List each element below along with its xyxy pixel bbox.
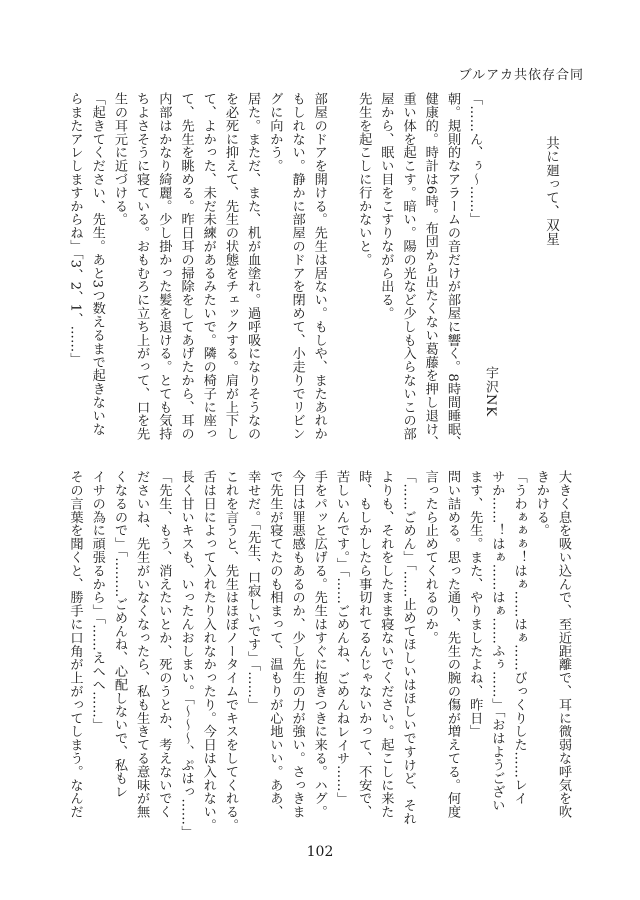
text-line: イサの為に頑張るから」「……えへへ……」 xyxy=(89,470,105,732)
upper-text-block xyxy=(67,92,574,449)
text-line: 舌は日によって入れたり入れなかったり。今日は入れない。 xyxy=(200,470,216,832)
text-line: 生の耳元に近づける。 xyxy=(111,92,127,226)
text-line: きかける。 xyxy=(533,470,549,537)
text-line: 内部はかなり綺麗。少し掛かった髪を退ける。とても気持 xyxy=(156,92,172,441)
text-line xyxy=(485,92,507,440)
text-line xyxy=(507,92,529,440)
text-line: 幸せだ。「先生、口寂しいです」「……」 xyxy=(245,470,261,712)
text-line xyxy=(330,92,352,440)
text-line: て、よかった、未だ未練があるみたいで。隣の椅子に座っ xyxy=(200,92,216,441)
text-line: グに向かう。 xyxy=(267,92,283,173)
text-line: 苦しいんです。」「……ごめんね、ごめんねレイサ……」 xyxy=(333,470,349,806)
text-line: 問い詰める。思った通り、先生の腕の傷が増えてる。何度 xyxy=(444,470,460,819)
text-line: よりも、それをしたまま寝ないでください。起こしに来た xyxy=(378,470,394,819)
text-line: 言ったら止めてくれるのか。 xyxy=(422,470,438,645)
text-line: 健康的。時計は6時。布団から出たくない葛藤を押し退け、 xyxy=(422,92,438,449)
text-line: その言葉を聞くと、勝手に口角が上がってしまう。なんだ xyxy=(67,470,83,819)
text-line: ます、先生。また、やりましたよね、昨日」 xyxy=(467,470,483,738)
text-line: で先生が寝てたのも相まって、温もりが心地いい。ああ、 xyxy=(267,470,283,819)
text-line: もしれない。静かに部屋のドアを閉めて、小走りでリビン xyxy=(289,92,305,441)
text-line: ちよさそうに寝ている。おもむろに立ち上がって、口を先 xyxy=(134,92,150,441)
text-line: 時、もしかしたら事切れてるんじゃないかって、不安で、 xyxy=(356,470,372,819)
text-line: 「先生、もう、消えたいとか、死のうとか、考えないでく xyxy=(156,470,172,819)
text-line: 手をパッと広げる。先生はすぐに抱きつきに来る。ハグ。 xyxy=(311,470,327,819)
text-line: 長く甘いキスも、いったんおしまい。「〜〜〜、ぷはっ……」 xyxy=(178,470,194,839)
page-number: 102 xyxy=(306,844,334,860)
text-line: 重い体を起こす。暗い。陽の光など少しも入らないこの部 xyxy=(400,92,416,441)
text-line: 朝。規則的なアラームの音だけが部屋に響く。8時間睡眠、 xyxy=(444,92,460,449)
lower-text-block xyxy=(14,470,574,839)
text-line: 屋から、眠い目をこすりながら出る。 xyxy=(378,92,394,320)
text-line: 「うわぁぁぁ！はぁ……はぁ……びっくりした……レイ xyxy=(511,470,527,805)
text-line: を必死に抑えて、先生の状態をチェックする。肩が上下し xyxy=(222,92,238,441)
text-line xyxy=(552,92,574,440)
anthology-title: ブルアカ共依存合同 xyxy=(458,68,584,83)
story-title-text: 共に廻って、双星 xyxy=(543,136,559,246)
text-line: て、先生を眺める。昨日耳の掃除をしてあげたから、耳の xyxy=(178,92,194,441)
text-line: 大きく息を吸い込んで、至近距離で、耳に微弱な呼気を吹 xyxy=(556,470,571,819)
text-line: らまたアレしますからね」「3、2、1、……」 xyxy=(67,92,83,366)
text-line: くなるので」「………ごめんね、心配しないで、私もレ xyxy=(111,470,127,799)
text-line: 部屋のドアを開ける。先生は居ない。もしや、またあれか xyxy=(311,92,327,441)
text-line: 居た。まただ、また、机が血塗れ。過呼吸になりそうなの xyxy=(245,92,261,441)
story-author: 宇沢NK xyxy=(483,366,498,418)
text-line: 「……ごめん」「……止めてほしいはほしいですけど、それ xyxy=(400,470,416,826)
text-line: 「……ん、ぅ〜……」 xyxy=(467,92,483,226)
text-line: これを言うと、先生はほぼノータイムでキスをしてくれる。 xyxy=(222,470,238,832)
text-line: ださいね、先生がいなくなったら、私も生きてる意味が無 xyxy=(134,470,150,819)
text-line: 今日は罪悪感もあるのか、少し先生の力が強い。さっきま xyxy=(289,470,305,819)
text-line: サか……！はぁ……はぁ……ふぅ……」「おはようござい xyxy=(489,470,505,812)
text-line xyxy=(530,92,552,440)
text-line: 「起きてください、先生。あと3つ数えるまで起きないな xyxy=(89,92,105,436)
text-line: 先生を起こしに行かないと。 xyxy=(356,92,372,267)
